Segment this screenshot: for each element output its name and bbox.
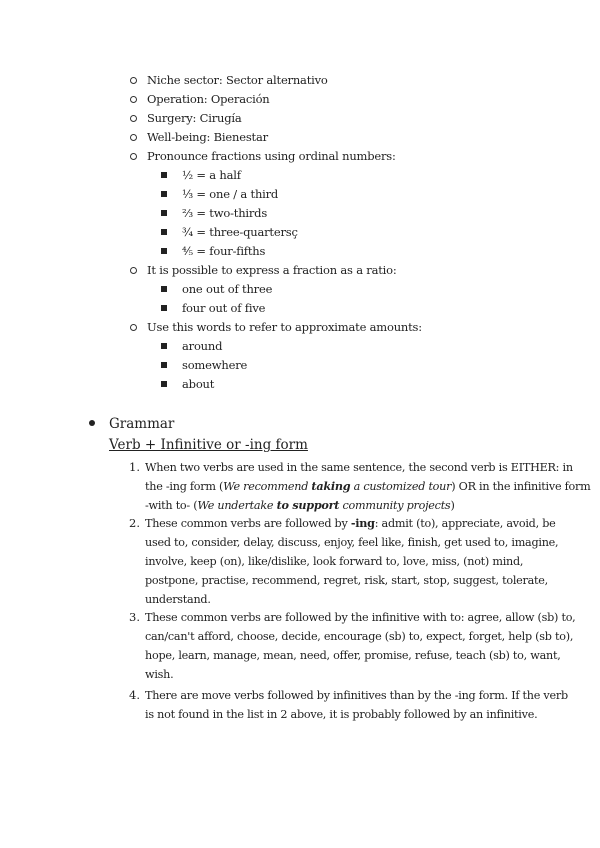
vocab-item: Niche sector: Sector alternativo bbox=[147, 73, 328, 87]
grammar-item-1 bbox=[145, 458, 591, 515]
fraction-item: ¾ = three-quartersç bbox=[182, 225, 298, 239]
fraction-item: ½ = a half bbox=[182, 168, 241, 182]
example-highlight: taking bbox=[311, 479, 351, 493]
ratio-item: four out of five bbox=[182, 301, 266, 315]
text-run: : admit (to), appreciate, avoid, be bbox=[374, 517, 556, 530]
paragraph-line: understand. bbox=[145, 593, 211, 606]
paragraph-line bbox=[145, 514, 556, 533]
paragraph-line bbox=[145, 477, 591, 496]
fraction-item: ⅓ = one / a third bbox=[182, 187, 279, 201]
paragraph-line: used to, consider, delay, discuss, enjoy, feel like, finish, get used to, imagine, bbox=[145, 536, 559, 549]
vocab-item: Pronounce fractions using ordinal numbers: bbox=[147, 149, 396, 163]
paragraph-line: When two verbs are used in the same sentence, the second verb is EITHER: in bbox=[145, 461, 573, 474]
grammar-subheading: Verb + Infinitive or -ing form bbox=[109, 437, 308, 453]
paragraph-line: wish. bbox=[145, 668, 174, 681]
grammar-item-4 bbox=[145, 686, 568, 724]
grammar-heading: Grammar bbox=[109, 416, 175, 432]
text-run: ) OR in the infinitive form bbox=[451, 480, 591, 493]
vocab-item: Well-being: Bienestar bbox=[147, 130, 268, 144]
example-text: We recommend bbox=[223, 480, 312, 493]
paragraph-line bbox=[145, 496, 540, 515]
example-text: We undertake bbox=[197, 499, 277, 512]
paragraph-line: hope, learn, manage, mean, need, offer, promise, refuse, teach (sb) to, want, bbox=[145, 649, 561, 662]
grammar-item-3 bbox=[145, 608, 576, 684]
approx-item: about bbox=[182, 377, 215, 391]
approx-item: somewhere bbox=[182, 358, 248, 372]
list-number: 2. bbox=[129, 516, 140, 530]
example-text: a customized tour bbox=[350, 480, 452, 493]
vocab-item: Surgery: Cirugía bbox=[147, 111, 242, 125]
fraction-item: ⅔ = two-thirds bbox=[182, 206, 268, 220]
text-run: ) bbox=[450, 499, 455, 512]
paragraph-line: postpone, practise, recommend, regret, risk, start, stop, suggest, tolerate, bbox=[145, 574, 548, 587]
approx-item: around bbox=[182, 339, 223, 353]
ratio-item: one out of three bbox=[182, 282, 273, 296]
paragraph-line: These common verbs are followed by the infinitive with to: agree, allow (sb) to, bbox=[145, 611, 576, 624]
example-text: community projects bbox=[339, 499, 451, 512]
vocab-item: Operation: Operación bbox=[147, 92, 270, 106]
paragraph-line: is not found in the list in 2 above, it is probably followed by an infinitive. bbox=[145, 708, 538, 721]
text-run: These common verbs are followed by bbox=[145, 517, 351, 530]
grammar-item-2 bbox=[145, 514, 559, 609]
list-number: 3. bbox=[129, 610, 140, 624]
list-number: 1. bbox=[129, 460, 140, 474]
approx-intro: Use this words to refer to approximate amounts: bbox=[147, 320, 422, 334]
paragraph-line: There are move verbs followed by infinitives than by the -ing form. If the verb bbox=[145, 689, 568, 702]
text-run: -with to- ( bbox=[145, 499, 198, 512]
paragraph-line: involve, keep (on), like/dislike, look forward to, love, miss, (not) mind, bbox=[145, 555, 524, 568]
ratio-intro: It is possible to express a fraction as a ratio: bbox=[147, 263, 397, 277]
example-highlight: to support bbox=[276, 498, 340, 512]
list-number: 4. bbox=[129, 688, 140, 702]
paragraph-line: can/can't afford, choose, decide, encourage (sb) to, expect, forget, help (sb to), bbox=[145, 630, 574, 643]
emphasis-text: -ing bbox=[350, 516, 375, 530]
text-run: the -ing form ( bbox=[145, 480, 224, 493]
fraction-item: ⅘ = four-fifths bbox=[182, 244, 266, 258]
